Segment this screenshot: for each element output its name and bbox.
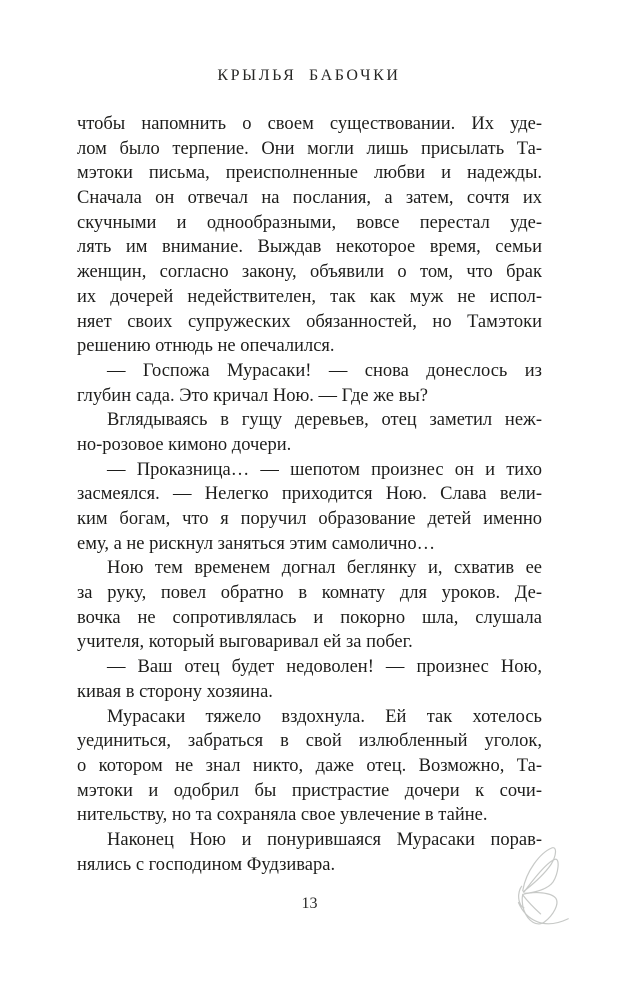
text-line: Наконец Ною и понурившаяся Мурасаки порав- <box>107 829 542 850</box>
text-line: Вглядываясь в гущу деревьев, отец заметил неж- <box>107 410 542 431</box>
text-line: нительству, но та сохраняла свое увлечение в тайне. <box>77 805 488 826</box>
text-line: кивая в сторону хозяина. <box>77 681 273 702</box>
butterfly-sketch <box>506 843 572 935</box>
text-line: о котором не знал никто, даже отец. Возможно, Та- <box>77 755 542 776</box>
text-line: скучными и однообразными, вовсе перестал уде- <box>77 212 542 233</box>
running-head-title: КРЫЛЬЯ БАБОЧКИ <box>217 67 401 84</box>
text-line: — Проказница… — шепотом произнес он и тихо <box>107 459 542 480</box>
text-line: нялись с господином Фудзивара. <box>77 854 336 875</box>
text-line: няет своих супружеских обязанностей, но Тамэтоки <box>77 311 542 332</box>
text-line: чтобы напомнить о своем существовании. Их уде- <box>77 114 542 134</box>
text-line: ким богам, что я поручил образование детей именно <box>77 509 542 529</box>
text-line: уединиться, забраться в свой излюбленный уголок, <box>77 731 542 752</box>
text-line: решению отнюдь не опечалился. <box>77 336 335 357</box>
text-line: лять им внимание. Выждав некоторое время, семьи <box>77 237 542 258</box>
text-line: Ною тем временем догнал беглянку и, схватив ее <box>107 558 542 579</box>
text-line: мэтоки и одобрил бы пристрастие дочери к сочи- <box>77 780 542 801</box>
text-line: засмеялся. — Нелегко приходится Ною. Слава вели- <box>77 484 542 505</box>
text-line: лом было терпение. Они могли лишь присылать Та- <box>77 138 542 159</box>
text-line: мэтоки письма, преисполненные любви и надежды. <box>77 163 542 184</box>
text-line: Мурасаки тяжело вздохнула. Ей так хотелось <box>107 706 542 727</box>
text-line: Сначала он отвечал на послания, а затем, сочтя их <box>77 188 542 209</box>
text-line: но-розовое кимоно дочери. <box>77 434 292 455</box>
page-number: 13 <box>301 895 318 912</box>
text-line: учителя, который выговаривал ей за побег. <box>77 632 413 653</box>
text-line: — Ваш отец будет недоволен! — произнес Ною, <box>107 657 542 678</box>
text-line: ему, а не рискнул заняться этим самолично… <box>77 533 436 554</box>
text-line: вочка не сопротивлялась и покорно шла, слушала <box>77 607 542 628</box>
text-line: их дочерей недействителен, так как муж не испол- <box>77 286 542 307</box>
text-line: женщин, согласно закону, объявили о том, что брак <box>77 262 542 283</box>
text-line: глубин сада. Это кричал Ною. — Где же вы? <box>77 385 428 406</box>
text-line: за руку, повел обратно в комнату для уроков. Де- <box>77 583 542 604</box>
body-text <box>77 112 542 877</box>
text-line: — Госпожа Мурасаки! — снова донеслось из <box>107 360 542 381</box>
